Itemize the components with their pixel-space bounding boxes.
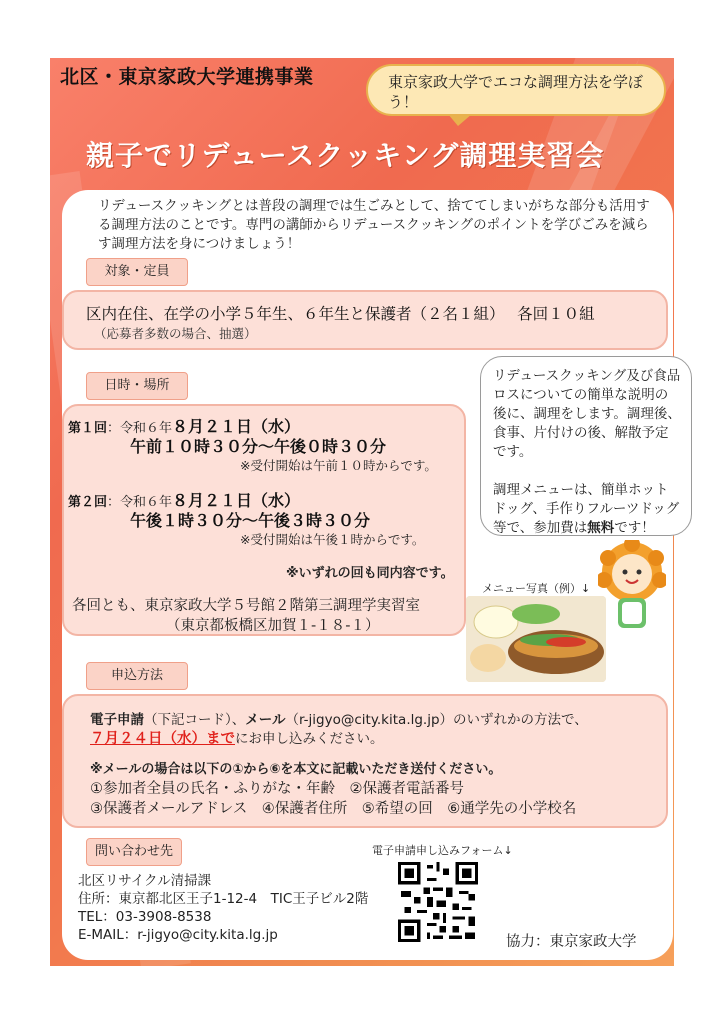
contact-label: 問い合わせ先 — [86, 838, 182, 866]
page-title: 親子でリデュースクッキング調理実習会 — [86, 139, 605, 172]
apply-online-note: （下記コード）、 — [144, 712, 246, 728]
cooperation-credit: 協力：東京家政大学 — [506, 934, 637, 950]
target-note: （応募者多数の場合、抽選） — [94, 326, 257, 341]
mail-instructions: ※メールの場合は以下の①から⑥を本文に記載いただき送付ください。 — [90, 762, 502, 777]
menu-description-text: 調理メニューは、簡単ホットドッグ、手作りフルーツドッグ等で、参加費は — [493, 482, 680, 536]
speech-bubble: 東京家政大学でエコな調理方法を学ぼう！ — [366, 64, 666, 116]
session-2-number: 第２回 — [68, 495, 108, 510]
session-2-date-prefix: ：令和６年 — [107, 495, 173, 510]
organization-title: 北区・東京家政大学連携事業 — [60, 66, 314, 88]
apply-methods — [90, 708, 588, 728]
contact-department: 北区リサイクル清掃課 — [78, 873, 212, 889]
venue-address: （東京都板橋区加賀１-１８-１） — [166, 618, 380, 634]
program-description: リデュースクッキング及び食品ロスについての簡単な説明の後に、調理をします。調理後、食事、片付けの後、解散予定です。 — [493, 368, 681, 460]
session-1-time: 午前１０時３０分～午後０時３０分 — [130, 437, 387, 456]
session-2-time: 午後１時３０分～午後３時３０分 — [130, 511, 371, 530]
contact-email: E-MAIL：r-jigyo@city.kita.lg.jp — [78, 927, 278, 943]
program-description-bubble — [480, 356, 692, 536]
contact-address: 住所：東京都北区王子1-12-4 TIC王子ビル2階 — [78, 891, 369, 907]
session-1-note: ※受付開始は午前１０時からです。 — [240, 458, 437, 473]
session-1-date-prefix: ：令和６年 — [107, 421, 173, 436]
free-label: 無料 — [587, 520, 615, 536]
apply-mail-label: メール — [245, 712, 286, 728]
target-label: 対象・定員 — [86, 258, 188, 286]
session-2-date: ８月２１日（水） — [172, 491, 301, 510]
apply-mail-address: （r-jigyo@city.kita.lg.jp）のいずれかの方法で、 — [285, 712, 588, 728]
mascot-illustration — [598, 540, 666, 632]
session-1-number: 第１回 — [68, 421, 108, 436]
qr-caption: 電子申請申し込みフォーム↓ — [372, 844, 513, 857]
intro-text: リデュースクッキングとは普段の調理では生ごみとして、捨ててしまいがちな部分も活用する調理方法のことです。専門の講師からリデュースクッキングのポイントを学びごみを減らす調理方法を身につけましょう！ — [98, 198, 650, 252]
menu-description — [493, 481, 681, 538]
qr-code[interactable] — [398, 862, 478, 942]
menu-description-end: です！ — [614, 520, 655, 536]
apply-label: 申込方法 — [86, 662, 188, 690]
schedule-label: 日時・場所 — [86, 372, 188, 400]
deadline: ７月２４日（水）まで — [90, 731, 235, 747]
menu-photo — [466, 596, 606, 682]
mail-items-1: ①参加者全員の氏名・ふりがな・年齢 ②保護者電話番号 — [90, 781, 464, 797]
session-2-note: ※受付開始は午後１時からです。 — [240, 532, 425, 547]
menu-photo-caption: メニュー写真（例）↓ — [482, 582, 591, 595]
contact-info — [78, 872, 368, 944]
same-content-note: ※いずれの回も同内容です。 — [286, 566, 454, 581]
apply-online-label: 電子申請 — [90, 712, 144, 728]
venue: 各回とも、東京家政大学５号館２階第三調理学実習室 — [72, 598, 420, 614]
contact-tel: TEL：03-3908-8538 — [78, 909, 212, 925]
apply-deadline-line — [90, 727, 384, 748]
target-main-text: 区内在住、在学の小学５年生、６年生と保護者（２名１組） 各回１０組 — [86, 305, 595, 323]
mail-items-2: ③保護者メールアドレス ④保護者住所 ⑤希望の回 ⑥通学先の小学校名 — [90, 801, 577, 817]
deadline-text: にお申し込みください。 — [235, 731, 384, 747]
session-1-date: ８月２１日（水） — [172, 417, 301, 436]
